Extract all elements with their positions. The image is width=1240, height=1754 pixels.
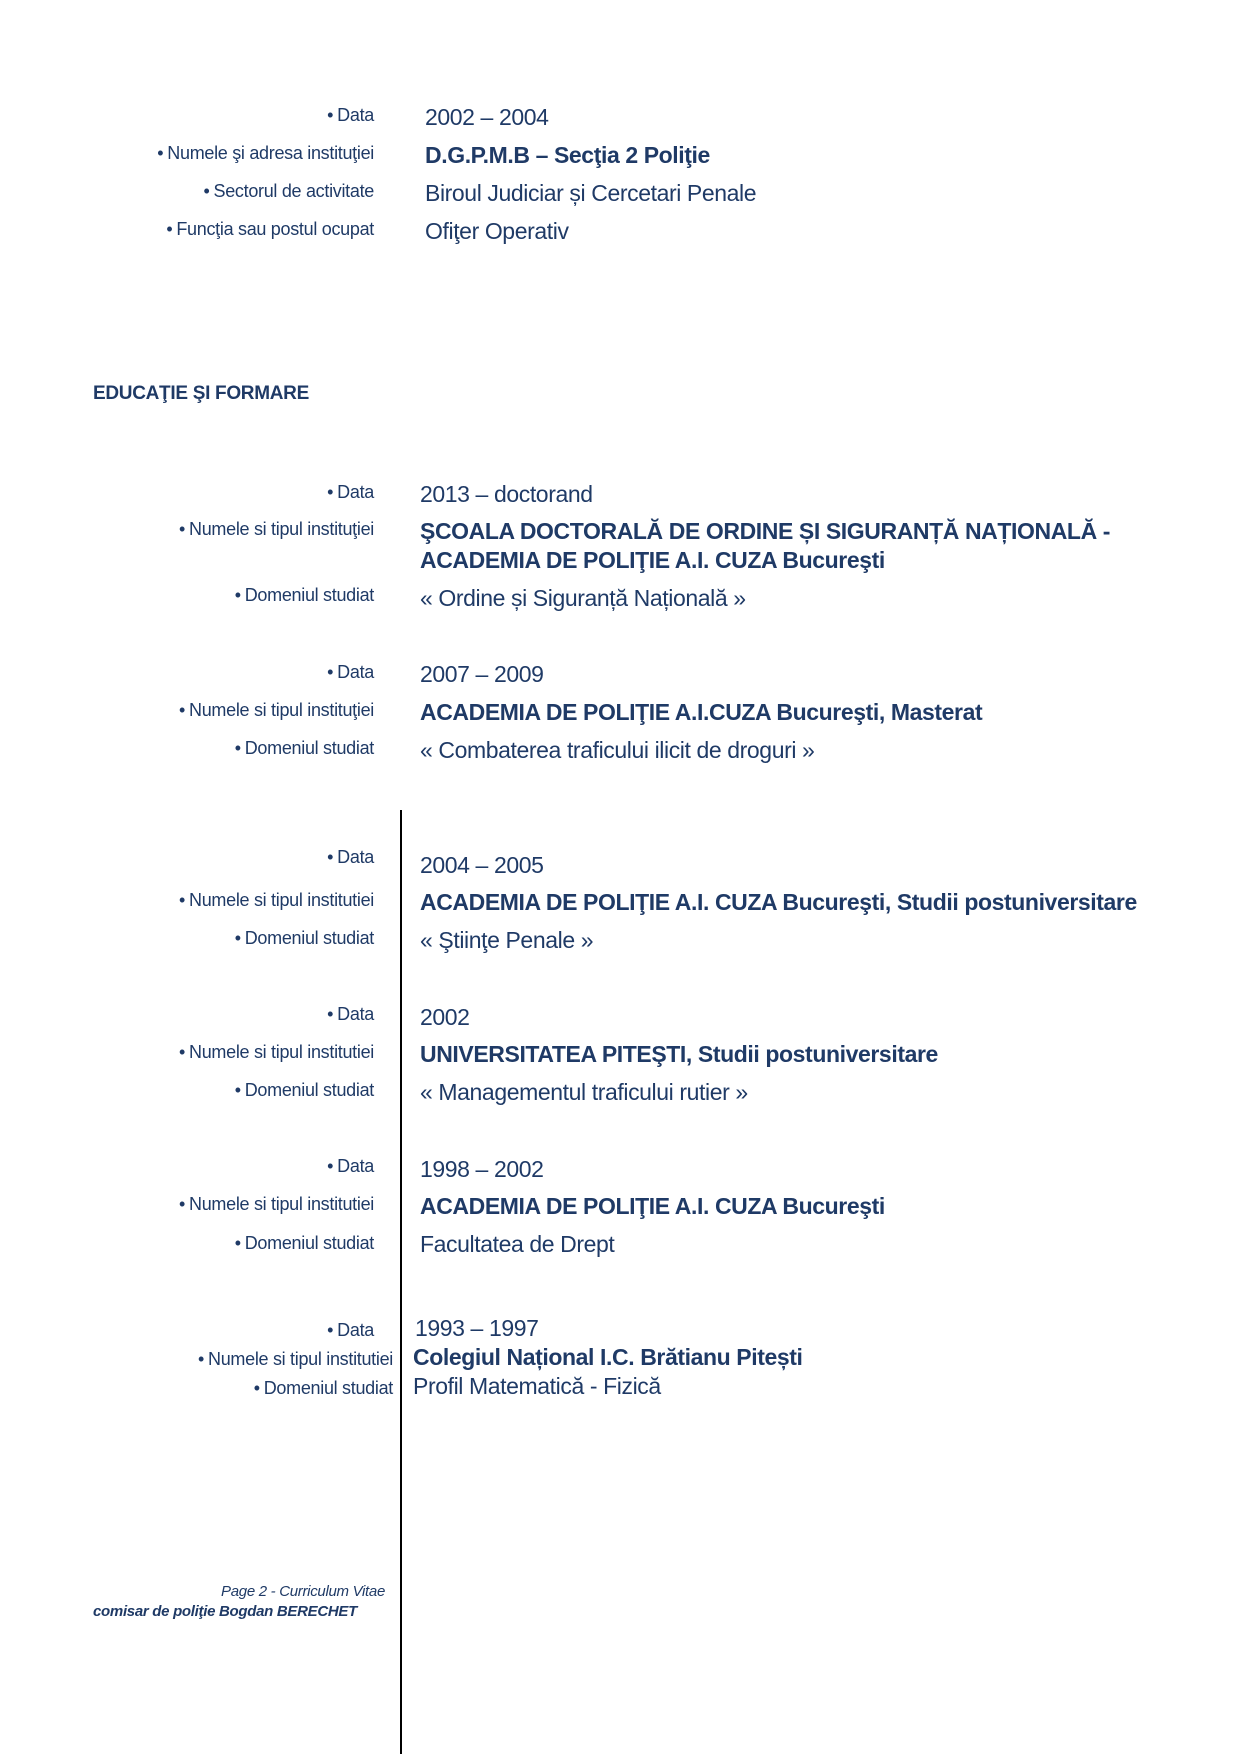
edu5-institution: Colegiul Național I.C. Brătianu Pitești — [413, 1344, 803, 1370]
edu1-field: « Combaterea traficului ilicit de droguri » — [420, 737, 815, 763]
edu4-label-institution: • Numele si tipul institutiei — [179, 1194, 374, 1214]
experience-label-date: • Data — [327, 105, 374, 125]
edu2-field: « Ştiinţe Penale » — [420, 927, 594, 953]
edu4-institution: ACADEMIA DE POLIŢIE A.I. CUZA Bucureşti — [420, 1193, 885, 1219]
edu0-institution-line2: ACADEMIA DE POLIŢIE A.I. CUZA Bucureşti — [420, 547, 885, 573]
edu0-field: « Ordine și Siguranță Națională » — [420, 585, 746, 611]
edu5-label-field: • Domeniul studiat — [253, 1378, 393, 1398]
edu3-date: 2002 — [420, 1004, 470, 1030]
footer-author: comisar de poliţie Bogdan BERECHET — [93, 1603, 358, 1620]
edu4-label-date: • Data — [327, 1156, 374, 1176]
edu4-date: 1998 – 2002 — [420, 1156, 544, 1182]
edu2-institution: ACADEMIA DE POLIŢIE A.I. CUZA Bucureşti, Studii postuniversitare — [420, 889, 1137, 915]
edu0-date: 2013 – doctorand — [420, 481, 593, 507]
edu1-label-institution: • Numele si tipul instituţiei — [179, 700, 374, 720]
edu5-date: 1993 – 1997 — [415, 1315, 539, 1341]
edu2-label-field: • Domeniul studiat — [234, 928, 374, 948]
edu5-label-institution: • Numele si tipul institutiei — [198, 1349, 393, 1369]
experience-label-position: • Funcţia sau postul ocupat — [166, 219, 374, 239]
edu5-label-date: • Data — [327, 1320, 374, 1340]
edu1-institution: ACADEMIA DE POLIŢIE A.I.CUZA Bucureşti, Masterat — [420, 699, 983, 725]
edu2-label-institution: • Numele si tipul institutiei — [179, 890, 374, 910]
experience-label-institution: • Numele şi adresa instituţiei — [157, 143, 374, 163]
edu3-label-institution: • Numele si tipul institutiei — [179, 1042, 374, 1062]
footer-page: Page 2 - Curriculum Vitae — [221, 1583, 385, 1600]
experience-position: Ofiţer Operativ — [425, 218, 569, 244]
edu2-label-date: • Data — [327, 847, 374, 867]
edu0-institution-line1: ŞCOALA DOCTORALĂ DE ORDINE ȘI SIGURANȚĂ NAȚIONALĂ - — [420, 518, 1111, 544]
edu2-date: 2004 – 2005 — [420, 852, 544, 878]
experience-date: 2002 – 2004 — [425, 104, 549, 130]
edu3-institution: UNIVERSITATEA PITEŞTI, Studii postuniversitare — [420, 1041, 938, 1067]
edu3-field: « Managementul traficului rutier » — [420, 1079, 748, 1105]
edu0-label-institution: • Numele si tipul instituţiei — [179, 519, 374, 539]
edu1-label-date: • Data — [327, 662, 374, 682]
edu0-label-date: • Data — [327, 482, 374, 502]
edu1-label-field: • Domeniul studiat — [234, 738, 374, 758]
edu4-field: Facultatea de Drept — [420, 1231, 615, 1257]
experience-label-sector: • Sectorul de activitate — [203, 181, 374, 201]
edu1-date: 2007 – 2009 — [420, 661, 544, 687]
edu0-label-field: • Domeniul studiat — [234, 585, 374, 605]
edu3-label-field: • Domeniul studiat — [234, 1080, 374, 1100]
experience-institution: D.G.P.M.B – Secţia 2 Poliţie — [425, 142, 710, 168]
experience-sector: Biroul Judiciar și Cercetari Penale — [425, 180, 757, 206]
vertical-divider — [400, 810, 402, 1754]
section-title-education: EDUCAŢIE ŞI FORMARE — [93, 383, 309, 404]
edu4-label-field: • Domeniul studiat — [234, 1233, 374, 1253]
edu3-label-date: • Data — [327, 1004, 374, 1024]
edu5-field: Profil Matematică - Fizică — [413, 1373, 661, 1399]
